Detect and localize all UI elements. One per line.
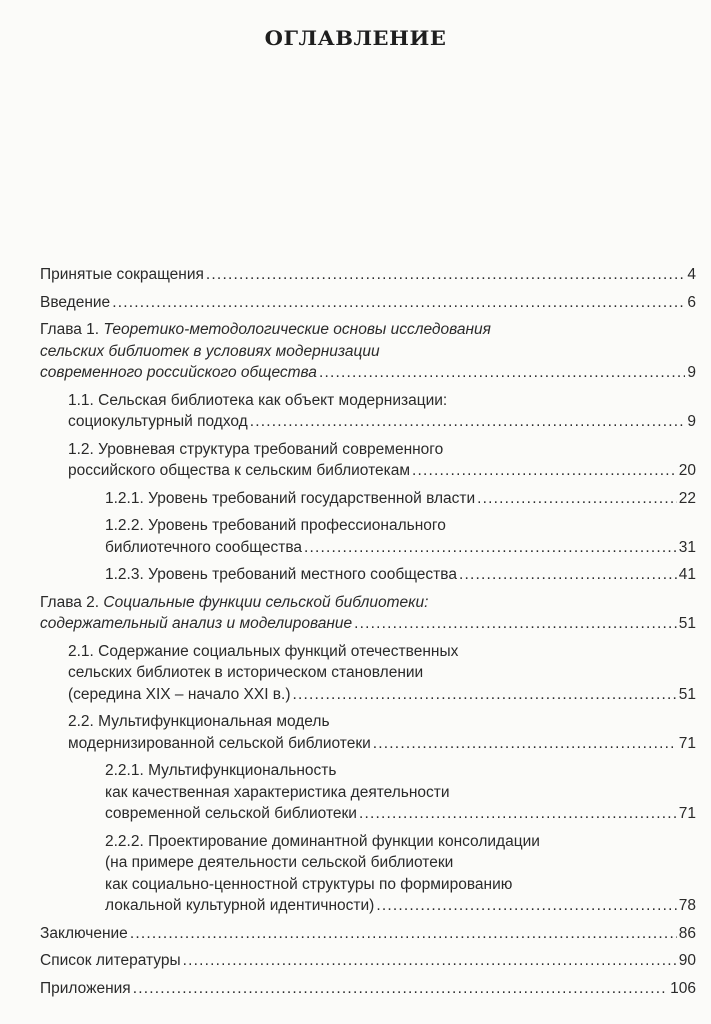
toc-entry-text: [68, 713, 330, 730]
toc-entry: [40, 950, 696, 972]
toc-entry-title: как качественная характеристика деятельности: [105, 783, 450, 801]
toc-entry-title: 1.2.1. Уровень требований государственной власти: [105, 489, 476, 507]
toc-entry-text: [105, 517, 446, 534]
toc-entry-text: [105, 833, 540, 850]
toc-entry: [40, 711, 696, 754]
dot-leader: [359, 803, 677, 825]
toc-entry-text: [40, 923, 128, 945]
page-number: 86: [678, 924, 696, 942]
toc-entry-title: 2.2. Мультифункциональная модель: [68, 713, 330, 730]
page-number: 9: [687, 364, 696, 381]
table-of-contents: [40, 264, 696, 1005]
dot-leader: [250, 411, 686, 433]
toc-entry-line: [105, 488, 696, 510]
page-number: 90: [678, 952, 696, 969]
dot-leader: [477, 488, 677, 510]
toc-entry-text: [40, 362, 317, 384]
toc-entry-line: [40, 362, 696, 384]
toc-entry-title: Социальные функции сельской библиотеки:: [103, 593, 429, 611]
toc-entry: [40, 439, 696, 482]
toc-entry-text: [105, 854, 453, 871]
toc-entry-title: локальной культурной идентичности): [105, 897, 375, 914]
page-number: 9: [687, 413, 696, 430]
toc-entry-text: [68, 411, 248, 433]
toc-entry-line: [40, 292, 696, 314]
toc-entry-text: [40, 321, 491, 338]
toc-entry-text: [105, 803, 357, 825]
toc-entry-line: [105, 852, 696, 874]
page-number: 22: [678, 489, 696, 507]
toc-entry-line: [68, 460, 696, 482]
toc-entry: [40, 390, 696, 433]
toc-entry-text: [68, 684, 291, 706]
page-number: 78: [678, 897, 696, 914]
page-number: 31: [678, 538, 696, 556]
chapter-label: Глава 1.: [40, 321, 104, 338]
toc-entry-line: [40, 341, 696, 363]
dot-leader: [376, 895, 676, 917]
dot-leader: [206, 264, 685, 286]
toc-entry: [40, 592, 696, 635]
toc-entry-title: модернизированной сельской библиотеки: [68, 734, 371, 752]
toc-entry-line: [40, 319, 696, 341]
toc-entry-line: [105, 782, 696, 804]
toc-entry: [40, 488, 696, 510]
page-number: 6: [687, 293, 696, 311]
toc-entry-text: [40, 950, 181, 972]
toc-entry-text: [68, 733, 371, 755]
toc-entry-line: [40, 592, 696, 614]
page-number: 51: [678, 615, 696, 632]
toc-entry-title: как социально-ценностной структуры по формированию: [105, 875, 513, 893]
toc-entry-line: [68, 641, 696, 663]
toc-entry: [40, 978, 696, 1000]
page-number: 71: [678, 734, 696, 752]
dot-leader: [354, 613, 677, 635]
toc-entry-text: [68, 441, 443, 458]
toc-entry-title: содержательный анализ и моделирование: [40, 615, 353, 632]
toc-entry-line: [68, 733, 696, 755]
toc-entry-text: [105, 895, 374, 917]
page-number: 51: [678, 685, 696, 703]
dot-leader: [319, 362, 685, 384]
toc-entry: [40, 760, 696, 825]
toc-entry-title: современного российского общества: [40, 364, 317, 381]
toc-entry-line: [68, 390, 696, 412]
toc-entry-line: [105, 515, 696, 537]
toc-entry: [40, 831, 696, 917]
toc-entry-text: [40, 594, 428, 611]
page-number: 106: [670, 979, 696, 997]
toc-entry-title: 2.2.1. Мультифункциональность: [105, 762, 337, 779]
toc-entry-title: Приложения: [40, 979, 131, 997]
toc-entry-text: [40, 613, 352, 635]
toc-entry: [40, 641, 696, 706]
dot-leader: [459, 564, 677, 586]
toc-entry-line: [105, 874, 696, 896]
toc-entry-text: [40, 292, 110, 314]
toc-entry-title: 1.2.2. Уровень требований профессионального: [105, 517, 446, 534]
toc-entry-title: сельских библиотек в историческом становлении: [68, 664, 424, 681]
toc-entry-text: [68, 664, 423, 681]
toc-entry: [40, 292, 696, 314]
dot-leader: [133, 978, 668, 1000]
toc-entry-line: [40, 978, 696, 1000]
dot-leader: [130, 923, 677, 945]
toc-entry: [40, 319, 696, 384]
toc-entry-title: 1.2.3. Уровень требований местного сообщества: [105, 566, 457, 583]
toc-entry-text: [105, 537, 302, 559]
dot-leader: [183, 950, 677, 972]
dot-leader: [412, 460, 677, 482]
toc-entry-text: [105, 564, 457, 586]
toc-entry-line: [105, 760, 696, 782]
toc-entry-text: [105, 762, 336, 779]
toc-entry-title: Заключение: [40, 924, 128, 942]
toc-entry-text: [40, 264, 204, 286]
toc-entry-line: [105, 803, 696, 825]
page-number: 71: [678, 805, 696, 822]
toc-entry-title: социокультурный подход: [68, 413, 248, 430]
toc-entry-title: современной сельской библиотеки: [105, 805, 357, 822]
dot-leader: [373, 733, 677, 755]
toc-entry-line: [40, 613, 696, 635]
toc-entry-text: [105, 876, 512, 893]
toc-entry-text: [68, 643, 458, 660]
chapter-label: Глава 2.: [40, 593, 104, 611]
toc-entry-line: [105, 564, 696, 586]
toc-entry-title: библиотечного сообщества: [105, 538, 302, 556]
toc-entry-title: сельских библиотек в условиях модернизации: [40, 342, 380, 360]
toc-entry-title: Теоретико-методологические основы исследования: [103, 321, 491, 338]
toc-entry-text: [105, 784, 450, 801]
page-number: 4: [687, 266, 696, 283]
toc-entry-line: [68, 662, 696, 684]
toc-entry-line: [40, 950, 696, 972]
toc-entry: [40, 264, 696, 286]
toc-entry-line: [68, 439, 696, 461]
toc-entry: [40, 515, 696, 558]
toc-entry-line: [105, 831, 696, 853]
toc-entry-title: 2.2.2. Проектирование доминантной функции консолидации: [105, 832, 540, 850]
toc-entry-title: Введение: [40, 293, 111, 311]
dot-leader: [112, 292, 685, 314]
toc-entry: [40, 923, 696, 945]
toc-entry-line: [68, 411, 696, 433]
toc-entry-title: 1.2. Уровневая структура требований современного: [68, 440, 444, 458]
dot-leader: [293, 684, 677, 706]
toc-entry-title: Принятые сокращения: [40, 266, 204, 283]
toc-entry-line: [68, 711, 696, 733]
toc-entry-title: 2.1. Содержание социальных функций отечественных: [68, 642, 459, 660]
toc-entry-text: [40, 343, 380, 360]
page-number: 20: [678, 462, 696, 479]
toc-entry-line: [68, 684, 696, 706]
page-title: ОГЛАВЛЕНИЕ: [264, 26, 447, 50]
toc-entry-title: российского общества к сельским библиотекам: [68, 462, 411, 479]
toc-entry-line: [40, 923, 696, 945]
dot-leader: [304, 537, 677, 559]
toc-entry-text: [40, 978, 131, 1000]
toc-entry-text: [105, 488, 475, 510]
toc-entry-line: [105, 537, 696, 559]
toc-entry-line: [105, 895, 696, 917]
toc-entry-text: [68, 460, 410, 482]
toc-entry-title: 1.1. Сельская библиотека как объект модернизации:: [68, 391, 448, 409]
toc-entry-title: (на примере деятельности сельской библиотеки: [105, 854, 454, 871]
toc-entry-text: [68, 392, 447, 409]
page-number: 41: [678, 566, 696, 583]
toc-entry-line: [40, 264, 696, 286]
toc-entry-title: (середина XIX – начало XXI в.): [68, 685, 291, 703]
toc-entry-title: Список литературы: [40, 952, 181, 969]
toc-entry: [40, 564, 696, 586]
